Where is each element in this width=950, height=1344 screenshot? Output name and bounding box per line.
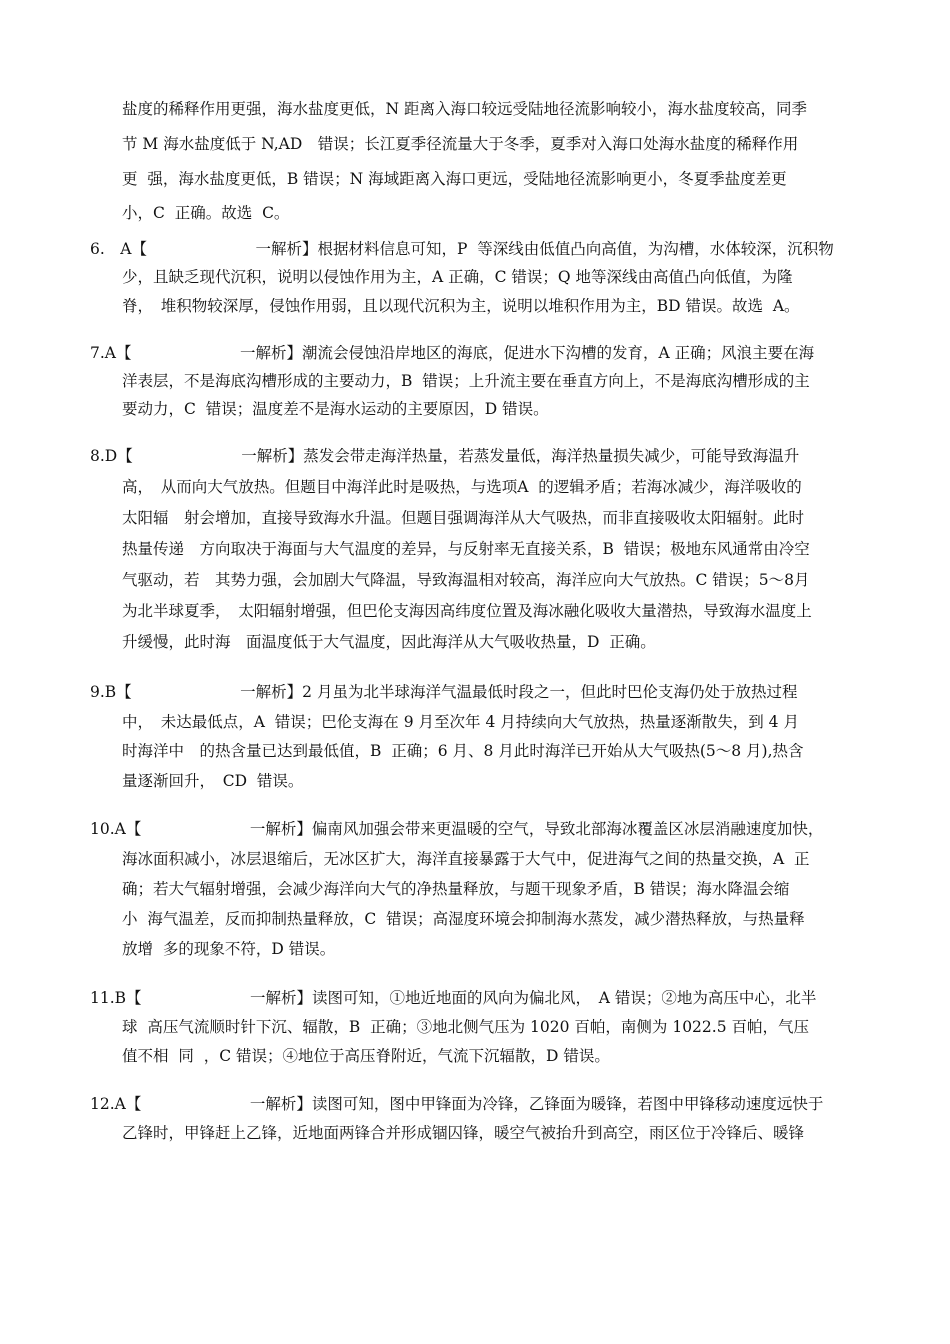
text-line: 值不相 同 ，C 错误；④地位于高压脊附近，气流下沉辐散，D 错误。 [122, 1047, 610, 1065]
text-line: 高， 从而向大气放热。但题目中海洋此时是吸热，与选项A 的逻辑矛盾；若海冰减少，海洋吸收的 [122, 478, 802, 496]
text-line: 节 M 海水盐度低于 N,AD 错误；长江夏季径流量大于冬季，夏季对入海口处海水盐度的稀释作用 [122, 135, 799, 153]
text-line: 海冰面积减小，冰层退缩后，无冰区扩大，海洋直接暴露于大气中，促进海气之间的热量交换，A 正 [122, 850, 810, 868]
text-line: 脊， 堆积物较深厚，侵蚀作用弱，且以现代沉积为主，说明以堆积作用为主，BD 错误。故选 A。 [122, 297, 800, 315]
text-line: 10.A【 一解析】偏南风加强会带来更温暖的空气，导致北部海冰覆盖区冰层消融速度加快， [90, 820, 824, 838]
text-line: 6. A【 一解析】根据材料信息可知，P 等深线由低值凸向高值，为沟槽，水体较深，沉积物 [90, 240, 834, 258]
text-line: 确；若大气辐射增强，会减少海洋向大气的净热量释放，与题干现象矛盾，B 错误；海水降温会缩 [122, 880, 790, 898]
text-line: 小，C 正确。故选 C。 [122, 204, 290, 222]
text-line: 12.A【 一解析】读图可知，图中甲锋面为冷锋，乙锋面为暖锋，若图中甲锋移动速度远快于 [90, 1095, 824, 1113]
text-line: 要动力，C 错误；温度差不是海水运动的主要原因，D 错误。 [122, 400, 549, 418]
text-line: 小 海气温差，反而抑制热量释放，C 错误；高湿度环境会抑制海水蒸发，减少潜热释放，与热量释 [122, 910, 805, 928]
text-line: 量逐渐回升， CD 错误。 [122, 772, 304, 790]
text-line: 升缓慢，此时海 面温度低于大气温度，因此海洋从大气吸收热量，D 正确。 [122, 633, 656, 651]
text-line: 11.B【 一解析】读图可知，①地近地面的风向为偏北风， A 错误；②地为高压中心，北半 [90, 989, 817, 1007]
text-line: 球 高压气流顺时针下沉、辐散，B 正确；③地北侧气压为 1020 百帕，南侧为 1022.5 百帕，气压 [122, 1018, 809, 1036]
text-line: 乙锋时，甲锋赶上乙锋，近地面两锋合并形成锢囚锋，暖空气被抬升到高空，雨区位于冷锋后、暖锋 [122, 1124, 805, 1142]
text-line: 热量传递 方向取决于海面与大气温度的差异，与反射率无直接关系，B 错误；极地东风通常由冷空 [122, 540, 810, 558]
text-line: 7.A【 一解析】潮流会侵蚀沿岸地区的海底，促进水下沟槽的发育，A 正确；风浪主要在海 [90, 344, 815, 362]
text-line: 少，且缺乏现代沉积，说明以侵蚀作用为主，A 正确，C 错误；Q 地等深线由高值凸向低值，为隆 [122, 268, 793, 286]
text-line: 太阳辐 射会增加，直接导致海水升温。但题目强调海洋从大气吸热，而非直接吸收太阳辐射。此时 [122, 509, 805, 527]
text-line: 放增 多的现象不符，D 错误。 [122, 940, 336, 958]
text-line: 为北半球夏季， 太阳辐射增强，但巴伦支海因高纬度位置及海冰融化吸收大量潜热，导致海水温度上 [122, 602, 812, 620]
text-line: 洋表层，不是海底沟槽形成的主要动力，B 错误；上升流主要在垂直方向上，不是海底沟槽形成的主 [122, 372, 810, 390]
text-line: 时海洋中 的热含量已达到最低值，B 正确；6 月、8 月此时海洋已开始从大气吸热(5～8 月),热含 [122, 742, 804, 760]
text-line: 8.D【 一解析】蒸发会带走海洋热量，若蒸发量低，海洋热量损失减少，可能导致海温升 [90, 447, 800, 465]
text-line: 更 强，海水盐度更低，B 错误；N 海域距离入海口更远，受陆地径流影响更小，冬夏季盐度差更 [122, 170, 787, 188]
text-line: 中， 未达最低点，A 错误；巴伦支海在 9 月至次年 4 月持续向大气放热，热量逐渐散失，到 4 月 [122, 713, 799, 731]
text-line: 9.B【 一解析】2 月虽为北半球海洋气温最低时段之一，但此时巴伦支海仍处于放热过程 [90, 683, 798, 701]
text-line: 气驱动，若 其势力强，会加剧大气降温，导致海温相对较高，海洋应向大气放热。C 错误；5～8月 [122, 571, 810, 589]
text-line: 盐度的稀释作用更强，海水盐度更低，N 距离入海口较远受陆地径流影响较小，海水盐度较高，同季 [122, 100, 807, 118]
